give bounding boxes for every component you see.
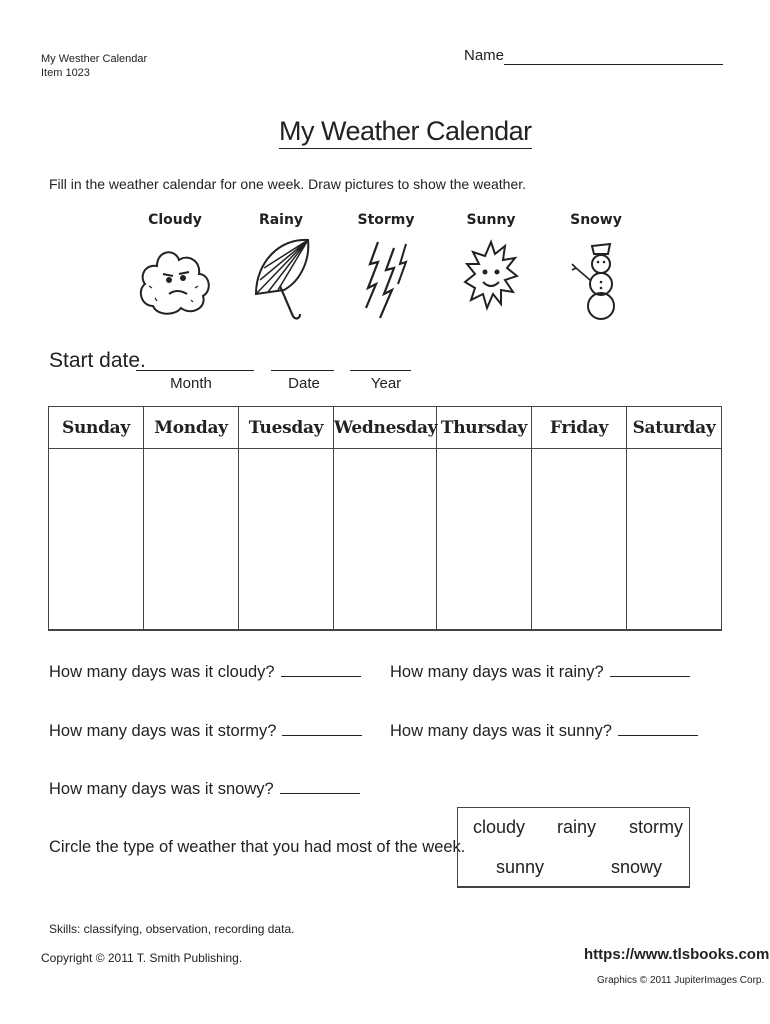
question-snowy-text: How many days was it snowy? xyxy=(49,780,274,798)
day-cell-wednesday[interactable] xyxy=(334,449,437,631)
choice-snowy[interactable]: snowy xyxy=(611,857,663,877)
answer-cloudy-field[interactable] xyxy=(281,676,361,677)
cloud-face-icon xyxy=(135,236,215,318)
graphics-credit: Graphics © 2011 JupiterImages Corp. xyxy=(597,975,765,986)
name-label: Name xyxy=(464,47,505,64)
day-cell-sunday[interactable] xyxy=(49,449,144,631)
question-snowy xyxy=(49,780,360,799)
answer-rainy-field[interactable] xyxy=(610,676,690,677)
start-month-field[interactable] xyxy=(136,370,254,371)
start-year-field[interactable] xyxy=(350,370,411,371)
skills-text: Skills: classifying, observation, recording data. xyxy=(49,922,295,936)
choice-cloudy[interactable]: cloudy xyxy=(473,817,526,837)
year-label: Year xyxy=(370,375,402,392)
day-header-wednesday: Wednesday xyxy=(334,407,437,449)
sun-face-icon xyxy=(463,236,519,316)
weather-choices-box xyxy=(457,807,690,888)
question-cloudy-text: How many days was it cloudy? xyxy=(49,663,275,681)
weather-label-stormy: Stormy xyxy=(357,212,415,228)
day-header-monday: Monday xyxy=(144,407,239,449)
choice-rainy[interactable]: rainy xyxy=(557,817,597,837)
copyright-text: Copyright © 2011 T. Smith Publishing. xyxy=(41,951,243,965)
circle-instruction: Circle the type of weather that you had most of the week. xyxy=(49,838,466,856)
choice-sunny[interactable]: sunny xyxy=(496,857,545,877)
question-stormy-text: How many days was it stormy? xyxy=(49,722,277,740)
day-cell-thursday[interactable] xyxy=(437,449,532,631)
instructions: Fill in the weather calendar for one week. Draw pictures to show the weather. xyxy=(49,176,527,192)
day-header-friday: Friday xyxy=(532,407,627,449)
website-link[interactable]: https://www.tlsbooks.com xyxy=(584,946,770,963)
weather-label-rainy: Rainy xyxy=(258,212,304,228)
day-cell-friday[interactable] xyxy=(532,449,627,631)
choice-stormy[interactable]: stormy xyxy=(629,817,683,837)
item-number: Item 1023 xyxy=(41,67,90,79)
day-header-saturday: Saturday xyxy=(627,407,722,449)
snowman-icon xyxy=(570,236,626,320)
question-sunny xyxy=(390,722,698,741)
page-title: My Weather Calendar xyxy=(279,116,532,149)
question-rainy-text: How many days was it rainy? xyxy=(390,663,604,681)
start-date-field[interactable] xyxy=(271,370,334,371)
month-label: Month xyxy=(170,375,212,392)
lightning-icon xyxy=(364,238,412,326)
name-field[interactable] xyxy=(504,64,723,65)
answer-sunny-field[interactable] xyxy=(618,735,698,736)
answer-snowy-field[interactable] xyxy=(280,793,360,794)
answer-stormy-field[interactable] xyxy=(282,735,362,736)
question-sunny-text: How many days was it sunny? xyxy=(390,722,612,740)
day-cell-monday[interactable] xyxy=(144,449,239,631)
umbrella-icon xyxy=(250,232,320,324)
weather-calendar-table xyxy=(48,406,722,631)
date-label: Date xyxy=(288,375,320,392)
question-cloudy xyxy=(49,663,361,682)
question-rainy xyxy=(390,663,690,682)
day-header-thursday: Thursday xyxy=(437,407,532,449)
weather-label-sunny: Sunny xyxy=(466,212,516,228)
question-stormy xyxy=(49,722,362,741)
day-header-sunday: Sunday xyxy=(49,407,144,449)
start-date-label: Start date. xyxy=(49,349,146,372)
day-cell-saturday[interactable] xyxy=(627,449,722,631)
day-cell-tuesday[interactable] xyxy=(239,449,334,631)
day-header-tuesday: Tuesday xyxy=(239,407,334,449)
header-line-1: My Westher Calendar xyxy=(41,53,148,65)
weather-label-cloudy: Cloudy xyxy=(148,212,202,228)
weather-label-snowy: Snowy xyxy=(570,212,622,228)
